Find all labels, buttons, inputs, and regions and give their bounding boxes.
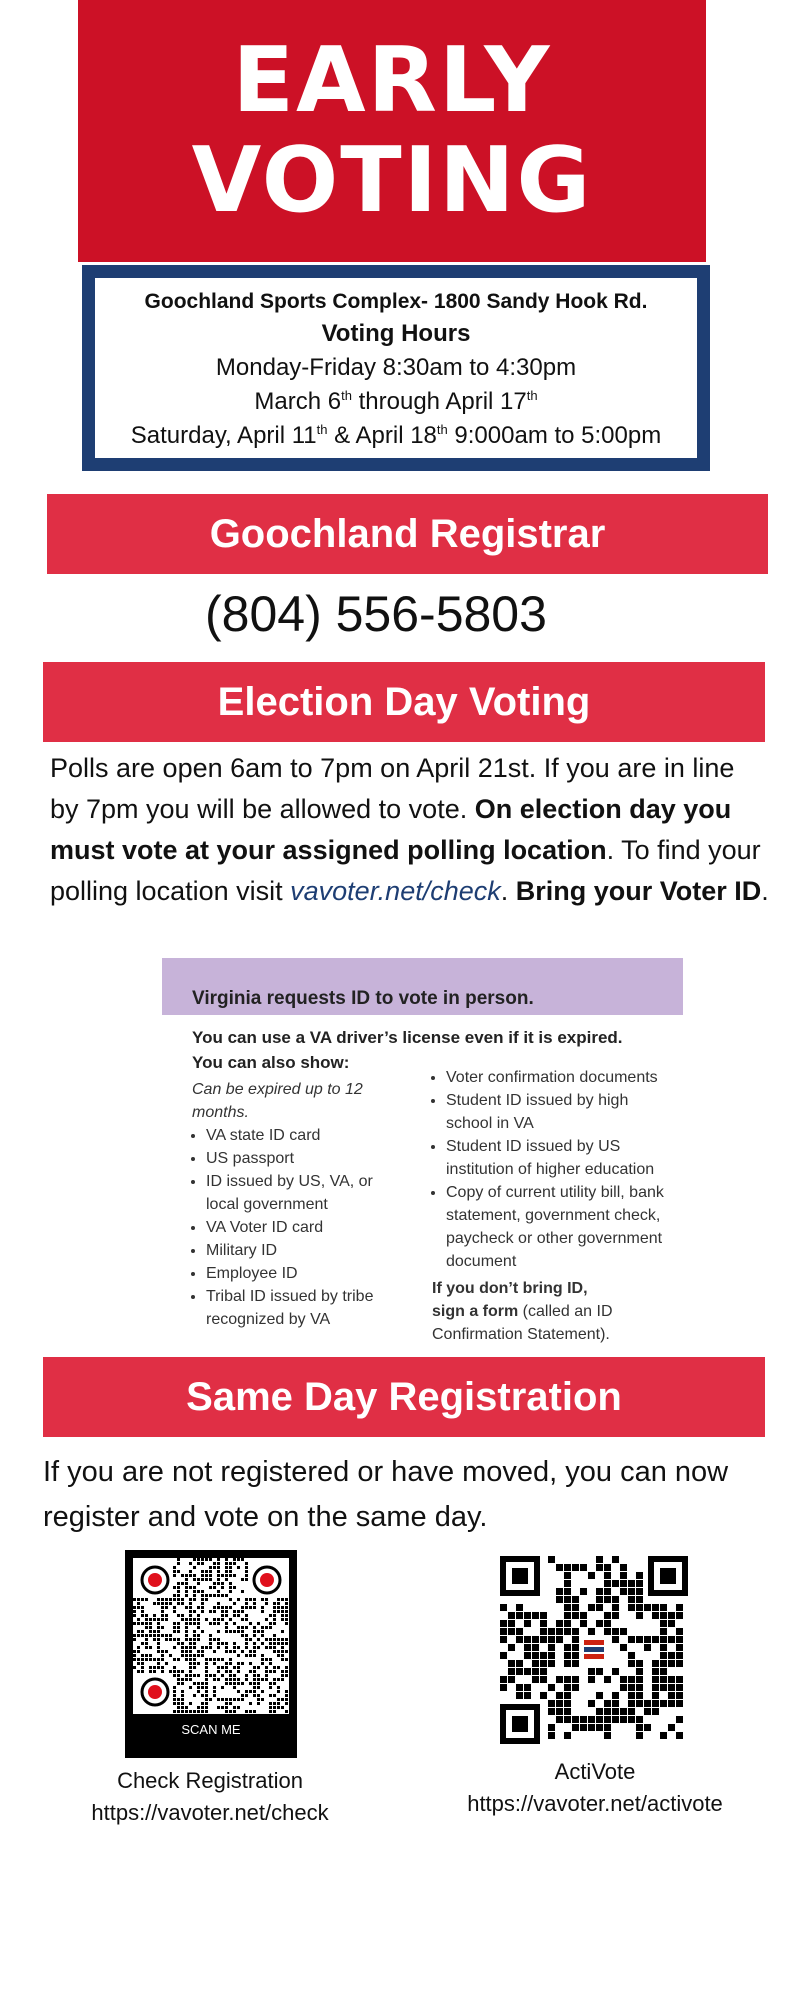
list-item: • Employee ID bbox=[206, 1262, 402, 1285]
list-item: • Student ID issued by high school in VA bbox=[446, 1089, 677, 1135]
qr1-title: Check Registration bbox=[117, 1768, 303, 1793]
qr2-title: ActiVote bbox=[554, 1759, 636, 1784]
check-registration-caption bbox=[60, 1765, 360, 1829]
activote-caption bbox=[440, 1756, 750, 1820]
date-range: March 6th through April 17th bbox=[254, 388, 538, 415]
license-note: You can use a VA driver’s license even if it is expired. bbox=[192, 1028, 623, 1047]
expired-note: Can be expired up to 12 months. bbox=[192, 1081, 363, 1121]
title-banner bbox=[78, 0, 706, 262]
title-line-2: VOTING bbox=[191, 128, 593, 233]
qr-code-icon bbox=[500, 1556, 688, 1744]
id-card-title: Virginia requests ID to vote in person. bbox=[192, 988, 534, 1009]
no-id-note: If you don’t bring ID, sign a form (called an ID Confirmation Statement). bbox=[432, 1280, 613, 1343]
id-right-list bbox=[432, 1066, 677, 1273]
voting-hours-heading: Voting Hours bbox=[321, 320, 471, 347]
id-left-column bbox=[192, 1078, 402, 1331]
same-day-registration-heading: Same Day Registration bbox=[43, 1357, 765, 1437]
qr-code-icon bbox=[133, 1558, 289, 1714]
registrar-phone[interactable]: (804) 556-5803 bbox=[205, 586, 547, 642]
title-line-1: EARLY bbox=[232, 28, 552, 133]
list-item: • Military ID bbox=[206, 1239, 402, 1262]
election-day-text: Polls are open 6am to 7pm on April 21st. If you are in line by 7pm you will be allowed to vote. On election day you must vote at your assigned polling location. To find your polling location visit vavoter.net/check. Bring your Voter ID. bbox=[50, 753, 769, 906]
polling-location-link[interactable]: vavoter.net/check bbox=[290, 876, 501, 906]
list-item: • VA state ID card bbox=[206, 1124, 402, 1147]
also-show-label: You can also show: bbox=[192, 1053, 350, 1072]
location-address: Goochland Sports Complex- 1800 Sandy Hook Rd. bbox=[144, 290, 648, 313]
list-item: • Student ID issued by US institution of higher education bbox=[446, 1135, 677, 1181]
list-item: • ID issued by US, VA, or local government bbox=[206, 1170, 402, 1216]
voting-hours-box bbox=[82, 265, 710, 471]
activote-qr-code[interactable] bbox=[500, 1556, 688, 1744]
list-item: • VA Voter ID card bbox=[206, 1216, 402, 1239]
id-right-column bbox=[432, 1066, 677, 1346]
same-day-text: If you are not registered or have moved, you can now register and vote on the same day. bbox=[43, 1456, 729, 1533]
voter-id-info-card bbox=[162, 958, 683, 1350]
saturday-hours: Saturday, April 11th & April 18th 9:000am to 5:00pm bbox=[130, 422, 662, 449]
check-registration-qr-code[interactable] bbox=[125, 1550, 297, 1758]
qr1-url[interactable]: https://vavoter.net/check bbox=[91, 1800, 329, 1825]
registrar-heading: Goochland Registrar bbox=[47, 494, 768, 574]
election-day-heading: Election Day Voting bbox=[43, 662, 765, 742]
list-item: • Copy of current utility bill, bank statement, government check, paycheck or other government document bbox=[446, 1181, 677, 1273]
weekday-hours: Monday-Friday 8:30am to 4:30pm bbox=[215, 354, 577, 381]
list-item: • Tribal ID issued by tribe recognized by VA bbox=[206, 1285, 402, 1331]
list-item: • US passport bbox=[206, 1147, 402, 1170]
scan-me-label: SCAN ME bbox=[181, 1722, 241, 1737]
qr2-url[interactable]: https://vavoter.net/activote bbox=[467, 1791, 723, 1816]
list-item: • Voter confirmation documents bbox=[446, 1066, 677, 1089]
id-left-list bbox=[192, 1124, 402, 1331]
